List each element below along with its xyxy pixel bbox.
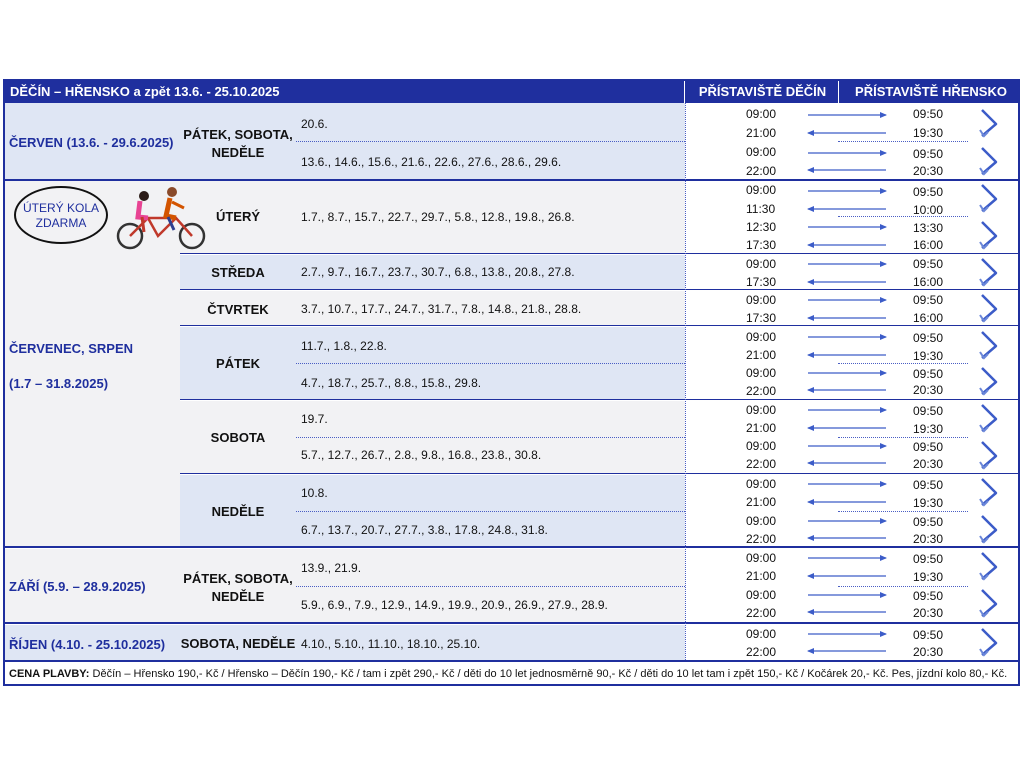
arrow-left-icon — [806, 423, 888, 433]
arrow-left-icon — [806, 533, 888, 543]
time-hrensko: 09:50 — [913, 478, 944, 492]
day-utery: ÚTERÝ — [215, 209, 261, 224]
arrow-right-icon — [806, 479, 888, 489]
dates-cerven-1: 20.6. — [301, 117, 328, 131]
column-header-decin: PŘÍSTAVIŠTĚ DĚČÍN — [698, 84, 827, 99]
arrow-left-icon — [806, 165, 888, 175]
time-hrensko: 09:50 — [913, 257, 944, 271]
month-cervenec: ČERVENEC, SRPEN — [9, 341, 134, 356]
arrow-left-icon — [806, 458, 888, 468]
arrow-right-icon — [806, 110, 888, 120]
month-cerven: ČERVEN (13.6. - 29.6.2025) — [9, 135, 174, 150]
time-decin: 21:00 — [746, 348, 777, 362]
check-icon — [978, 220, 1000, 252]
time-decin: 22:00 — [746, 532, 777, 546]
check-icon — [978, 440, 1000, 472]
arrow-right-icon — [806, 553, 888, 563]
time-decin: 09:00 — [746, 183, 777, 197]
arrow-right-icon — [806, 405, 888, 415]
promo-badge: ÚTERÝ KOLA ZDARMA — [14, 186, 108, 244]
arrow-right-icon — [806, 590, 888, 600]
time-hrensko: 20:30 — [913, 645, 944, 659]
time-hrensko: 20:30 — [913, 164, 944, 178]
arrow-right-icon — [806, 148, 888, 158]
time-decin: 17:30 — [746, 275, 777, 289]
day-nedele: NEDĚLE — [211, 504, 265, 519]
check-icon — [978, 403, 1000, 435]
arrow-left-icon — [806, 497, 888, 507]
time-hrensko: 09:50 — [913, 185, 944, 199]
dates-zari-2: 5.9., 6.9., 7.9., 12.9., 14.9., 19.9., 20.9., 26.9., 27.9., 28.9. — [301, 598, 608, 612]
time-decin: 09:00 — [746, 403, 777, 417]
arrow-left-icon — [806, 277, 888, 287]
dates-sobota-2: 5.7., 12.7., 26.7., 2.8., 9.8., 16.8., 23.8., 30.8. — [301, 448, 542, 462]
time-hrensko: 19:30 — [913, 570, 944, 584]
time-hrensko: 20:30 — [913, 532, 944, 546]
dates-rijen: 4.10., 5.10., 11.10., 18.10., 25.10. — [301, 637, 481, 651]
price-label: CENA PLAVBY: — [9, 668, 90, 680]
time-decin: 21:00 — [746, 569, 777, 583]
dates-patek-1: 11.7., 1.8., 22.8. — [301, 339, 387, 353]
column-header-hrensko: PŘÍSTAVIŠTĚ HŘENSKO — [855, 84, 1007, 99]
check-icon — [978, 627, 1000, 659]
time-decin: 09:00 — [746, 551, 777, 565]
arrow-left-icon — [806, 128, 888, 138]
time-hrensko: 09:50 — [913, 293, 944, 307]
month-rijen: ŘÍJEN (4.10. - 25.10.2025) — [9, 637, 166, 652]
arrow-right-icon — [806, 516, 888, 526]
check-icon — [978, 293, 1000, 325]
time-decin: 09:00 — [746, 366, 777, 380]
arrow-right-icon — [806, 186, 888, 196]
arrow-left-icon — [806, 571, 888, 581]
time-hrensko: 16:00 — [913, 238, 944, 252]
time-hrensko: 20:30 — [913, 383, 944, 397]
check-icon — [978, 551, 1000, 583]
arrow-right-icon — [806, 222, 888, 232]
arrow-left-icon — [806, 385, 888, 395]
arrow-left-icon — [806, 240, 888, 250]
time-hrensko: 09:50 — [913, 440, 944, 454]
time-decin: 09:00 — [746, 477, 777, 491]
arrow-right-icon — [806, 368, 888, 378]
arrow-right-icon — [806, 629, 888, 639]
time-hrensko: 19:30 — [913, 422, 944, 436]
time-hrensko: 10:00 — [913, 203, 944, 217]
arrow-left-icon — [806, 607, 888, 617]
page-title: DĚČÍN – HŘENSKO a zpět 13.6. - 25.10.2025 — [10, 84, 280, 99]
time-decin: 09:00 — [746, 257, 777, 271]
check-icon — [978, 588, 1000, 620]
time-decin: 09:00 — [746, 627, 777, 641]
time-hrensko: 20:30 — [913, 606, 944, 620]
time-decin: 09:00 — [746, 145, 777, 159]
time-decin: 17:30 — [746, 311, 777, 325]
time-hrensko: 20:30 — [913, 457, 944, 471]
time-decin: 09:00 — [746, 107, 777, 121]
time-decin: 21:00 — [746, 421, 777, 435]
dates-sobota-1: 19.7. — [301, 412, 328, 426]
time-hrensko: 09:50 — [913, 331, 944, 345]
time-decin: 11:30 — [746, 202, 776, 216]
day-zari: PÁTEK, SOBOTA, NEDĚLE — [183, 571, 293, 604]
check-icon — [978, 108, 1000, 140]
check-icon — [978, 514, 1000, 546]
day-patek: PÁTEK — [215, 356, 261, 371]
time-decin: 22:00 — [746, 457, 777, 471]
time-hrensko: 09:50 — [913, 147, 944, 161]
time-decin: 22:00 — [746, 645, 777, 659]
time-decin: 22:00 — [746, 164, 777, 178]
arrow-right-icon — [806, 295, 888, 305]
check-icon — [978, 146, 1000, 178]
time-hrensko: 09:50 — [913, 552, 944, 566]
arrow-left-icon — [806, 646, 888, 656]
check-icon — [978, 330, 1000, 362]
dates-nedele-1: 10.8. — [301, 486, 328, 500]
time-hrensko: 09:50 — [913, 628, 944, 642]
arrow-right-icon — [806, 259, 888, 269]
day-rijen: SOBOTA, NEDĚLE — [180, 636, 296, 651]
month-cervenec-range: (1.7 – 31.8.2025) — [9, 376, 109, 391]
month-zari: ZÁŘÍ (5.9. – 28.9.2025) — [9, 579, 146, 594]
time-decin: 09:00 — [746, 439, 777, 453]
check-icon — [978, 257, 1000, 289]
day-cerven: PÁTEK, SOBOTA, NEDĚLE — [183, 127, 293, 160]
check-icon — [978, 366, 1000, 398]
dates-streda: 2.7., 9.7., 16.7., 23.7., 30.7., 6.8., 13.8., 20.8., 27.8. — [301, 265, 575, 279]
time-decin: 12:30 — [746, 220, 777, 234]
time-decin: 22:00 — [746, 384, 777, 398]
time-decin: 17:30 — [746, 238, 777, 252]
day-sobota: SOBOTA — [210, 430, 266, 445]
time-hrensko: 19:30 — [913, 496, 944, 510]
dates-zari-1: 13.9., 21.9. — [301, 561, 362, 575]
time-decin: 21:00 — [746, 126, 777, 140]
time-hrensko: 09:50 — [913, 367, 944, 381]
band-cervenec-label — [5, 253, 180, 546]
check-icon — [978, 183, 1000, 215]
time-decin: 09:00 — [746, 588, 777, 602]
price-footer — [9, 668, 1007, 680]
time-decin: 22:00 — [746, 606, 777, 620]
time-hrensko: 16:00 — [913, 311, 944, 325]
time-hrensko: 09:50 — [913, 107, 944, 121]
time-hrensko: 09:50 — [913, 515, 944, 529]
time-hrensko: 16:00 — [913, 275, 944, 289]
time-decin: 09:00 — [746, 514, 777, 528]
dates-patek-2: 4.7., 18.7., 25.7., 8.8., 15.8., 29.8. — [301, 376, 482, 390]
time-hrensko: 13:30 — [913, 221, 944, 235]
check-icon — [978, 477, 1000, 509]
time-decin: 09:00 — [746, 330, 777, 344]
dates-nedele-2: 6.7., 13.7., 20.7., 27.7., 3.8., 17.8., 24.8., 31.8. — [301, 523, 548, 537]
time-hrensko: 09:50 — [913, 589, 944, 603]
time-hrensko: 19:30 — [913, 349, 944, 363]
arrow-right-icon — [806, 332, 888, 342]
time-hrensko: 09:50 — [913, 404, 944, 418]
dates-ctvrtek: 3.7., 10.7., 17.7., 24.7., 31.7., 7.8., 14.8., 21.8., 28.8. — [301, 302, 582, 316]
arrow-left-icon — [806, 204, 888, 214]
arrow-left-icon — [806, 350, 888, 360]
time-decin: 21:00 — [746, 495, 777, 509]
time-decin: 09:00 — [746, 293, 777, 307]
day-ctvrtek: ČTVRTEK — [207, 302, 269, 317]
dates-utery: 1.7., 8.7., 15.7., 22.7., 29.7., 5.8., 12.8., 19.8., 26.8. — [301, 210, 575, 224]
dates-cerven-2: 13.6., 14.6., 15.6., 21.6., 22.6., 27.6., 28.6., 29.6. — [301, 155, 562, 169]
time-hrensko: 19:30 — [913, 126, 944, 140]
arrow-left-icon — [806, 313, 888, 323]
price-text: Děčín – Hřensko 190,- Kč / Hřensko – Děčín 190,- Kč / tam i zpět 290,- Kč / děti do 10 let jednosměrně 90,- Kč / děti do 10 let tam i zpět 150,- Kč / Kočárek 20,- Kč. Pes, jízdní kolo 80,- Kč. — [92, 668, 1008, 680]
arrow-right-icon — [806, 441, 888, 451]
day-streda: STŘEDA — [211, 265, 265, 280]
